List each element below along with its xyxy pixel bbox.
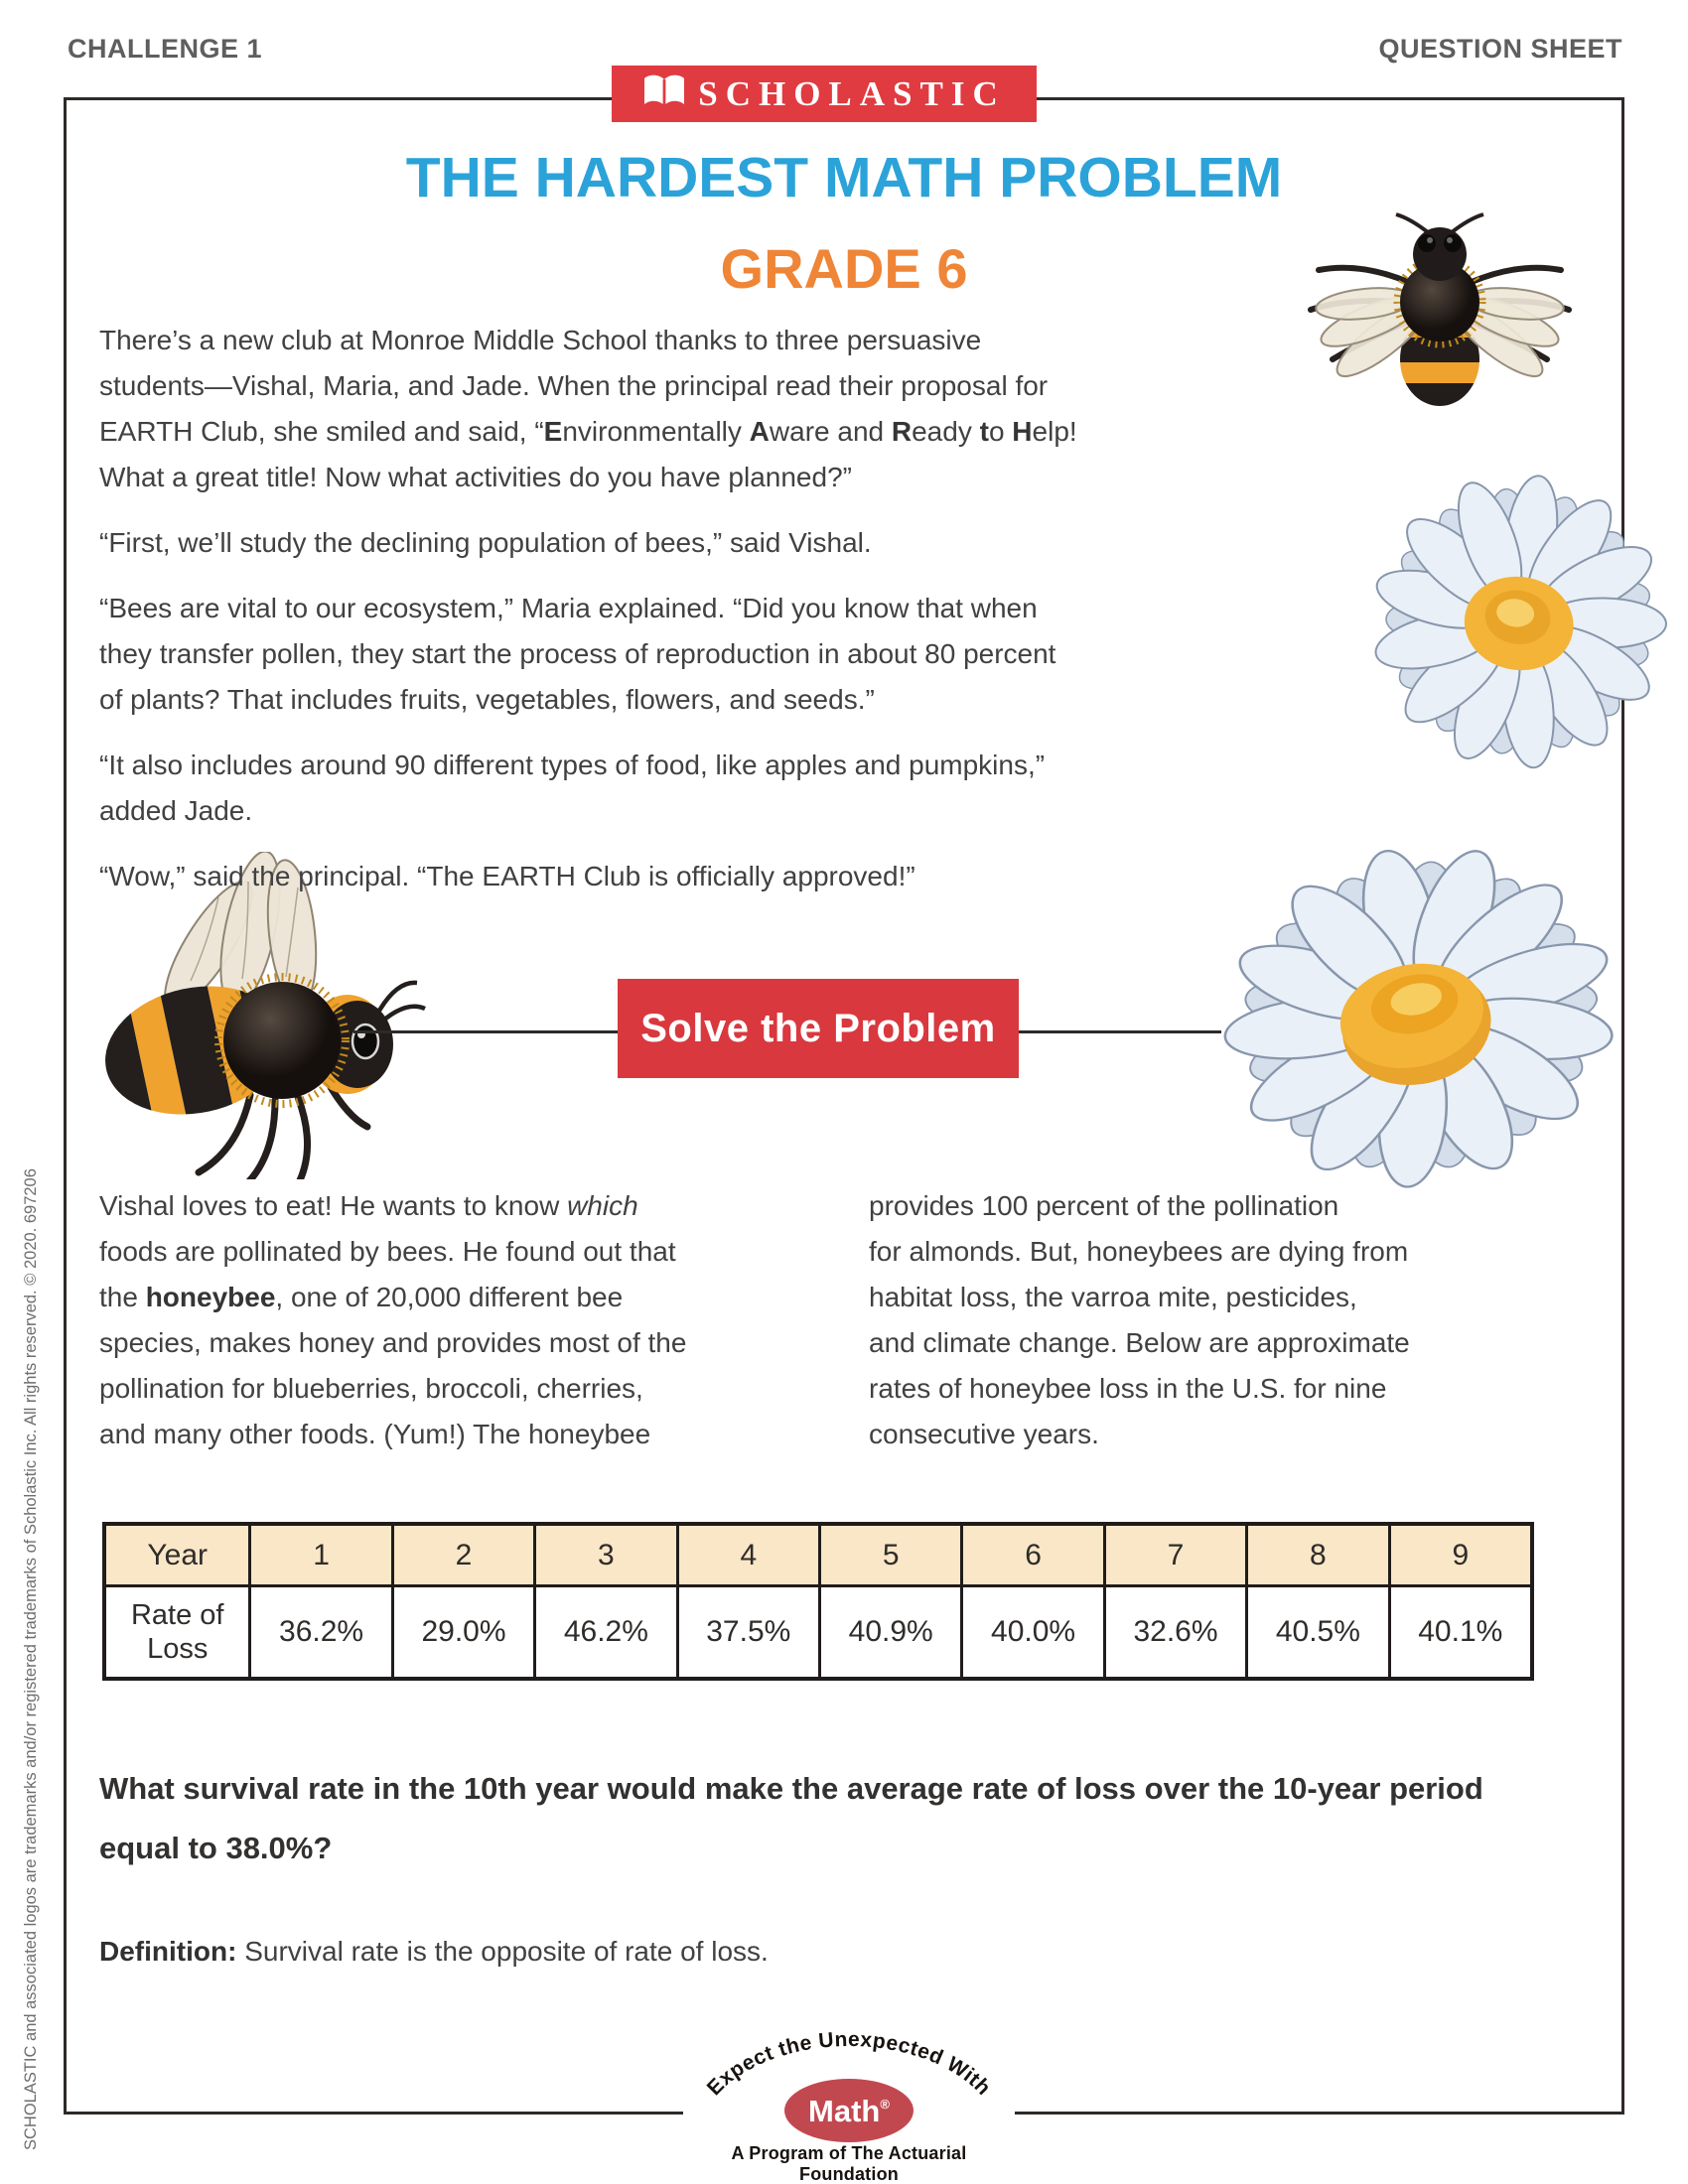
text-line: the honeybee, one of 20,000 different bee [99, 1282, 624, 1312]
text-line: provides 100 percent of the pollination [869, 1190, 1339, 1221]
text-line: students—Vishal, Maria, and Jade. When the principal read their proposal for [99, 370, 1049, 401]
rate-value-cell: 46.2% [533, 1587, 675, 1677]
math-oval-word: Math [808, 2094, 881, 2128]
text-line: rates of honeybee loss in the U.S. for nine [869, 1373, 1387, 1404]
actuarial-foundation-logo [683, 2011, 1015, 2184]
year-header-cell: 6 [960, 1526, 1102, 1587]
text-line: There’s a new club at Monroe Middle School thanks to three persuasive [99, 325, 982, 355]
year-header-cell: 5 [818, 1526, 960, 1587]
problem-column-left [99, 1183, 864, 1457]
registered-mark: ® [880, 2097, 890, 2112]
page-title: THE HARDEST MATH PROBLEM [405, 146, 1283, 209]
text-line: “It also includes around 90 different types of food, like apples and pumpkins,” [99, 750, 1046, 780]
rate-value-cell: 40.9% [818, 1587, 960, 1677]
sheet-type-label: QUESTION SHEET [1378, 34, 1622, 64]
footer-program-line: A Program of The Actuarial Foundation [731, 2143, 967, 2184]
grade-subtitle: GRADE 6 [720, 237, 968, 300]
question-text [99, 1759, 1628, 1878]
text-line: for almonds. But, honeybees are dying from [869, 1236, 1409, 1267]
definition-text: Definition: Survival rate is the opposite of rate of loss. [99, 1936, 769, 1967]
table-corner-cell: Year [106, 1526, 248, 1587]
open-book-icon [642, 73, 686, 114]
text-line: and many other foods. (Yum!) The honeybee [99, 1419, 651, 1449]
rate-row-label-cell: Rate of Loss [130, 1599, 224, 1665]
text-line: of plants? That includes fruits, vegetables, flowers, and seeds.” [99, 684, 875, 715]
rate-value-cell: 40.0% [960, 1587, 1102, 1677]
story-paragraph-2: “First, we’ll study the declining population of bees,” said Vishal. [99, 527, 872, 558]
rate-value-cell: 37.5% [676, 1587, 818, 1677]
text-line: EARTH Club, she smiled and said, “Environmentally Aware and Ready to Help! [99, 416, 1077, 447]
year-header-cell: 4 [676, 1526, 818, 1587]
arc-slogan-text: Expect the Unexpected With [702, 2027, 996, 2101]
challenge-label: CHALLENGE 1 [68, 34, 263, 64]
rate-value-cell: 40.5% [1245, 1587, 1387, 1677]
rate-value-cell: 36.2% [248, 1587, 390, 1677]
connector-line-left [353, 1030, 641, 1033]
rate-value-cell: 40.1% [1388, 1587, 1530, 1677]
year-header-cell: 8 [1245, 1526, 1387, 1587]
story-paragraph-4 [99, 743, 1301, 834]
text-line: What survival rate in the 10th year would make the average rate of loss over the 10-year period [99, 1771, 1483, 1806]
story-text [99, 318, 1301, 919]
year-header-cell: 9 [1388, 1526, 1530, 1587]
svg-text:Math® [808, 2094, 890, 2128]
year-header-cell: 1 [248, 1526, 390, 1587]
story-paragraph-3 [99, 586, 1301, 723]
scholastic-logo [612, 66, 1037, 122]
year-header-cell: 3 [533, 1526, 675, 1587]
rate-value-cell: 32.6% [1103, 1587, 1245, 1677]
story-paragraph-5: “Wow,” said the principal. “The EARTH Club is officially approved!” [99, 861, 915, 891]
text-line: habitat loss, the varroa mite, pesticides, [869, 1282, 1357, 1312]
problem-column-right [869, 1183, 1594, 1457]
text-line: and climate change. Below are approximate [869, 1327, 1410, 1358]
year-header-cell: 7 [1103, 1526, 1245, 1587]
solve-the-problem-banner [618, 979, 1019, 1078]
text-line: species, makes honey and provides most of the [99, 1327, 687, 1358]
copyright-side-note: SCHOLASTIC and associated logos are trademarks and/or registered trademarks of Scholastic Inc. All rights reserved. © 2020. 697206 [22, 1168, 40, 2150]
text-line: foods are pollinated by bees. He found out that [99, 1236, 676, 1267]
rate-value-cell: 29.0% [391, 1587, 533, 1677]
rate-of-loss-table [102, 1522, 1534, 1681]
banner-label: Solve the Problem [640, 1006, 996, 1050]
text-line: they transfer pollen, they start the process of reproduction in about 80 percent [99, 638, 1056, 669]
text-line: equal to 38.0%? [99, 1831, 333, 1865]
text-line: Vishal loves to eat! He wants to know which [99, 1190, 638, 1221]
text-line: added Jade. [99, 795, 253, 826]
text-line: pollination for blueberries, broccoli, cherries, [99, 1373, 643, 1404]
text-line: “Bees are vital to our ecosystem,” Maria explained. “Did you know that when [99, 593, 1038, 623]
year-header-cell: 2 [391, 1526, 533, 1587]
text-line: What a great title! Now what activities do you have planned?” [99, 462, 852, 492]
definition-label: Definition: [99, 1936, 237, 1967]
text-line: consecutive years. [869, 1419, 1099, 1449]
story-paragraph-1 [99, 318, 1301, 500]
scholastic-wordmark: SCHOLASTIC [698, 73, 1006, 113]
daisy-small-illustration [1362, 475, 1672, 772]
